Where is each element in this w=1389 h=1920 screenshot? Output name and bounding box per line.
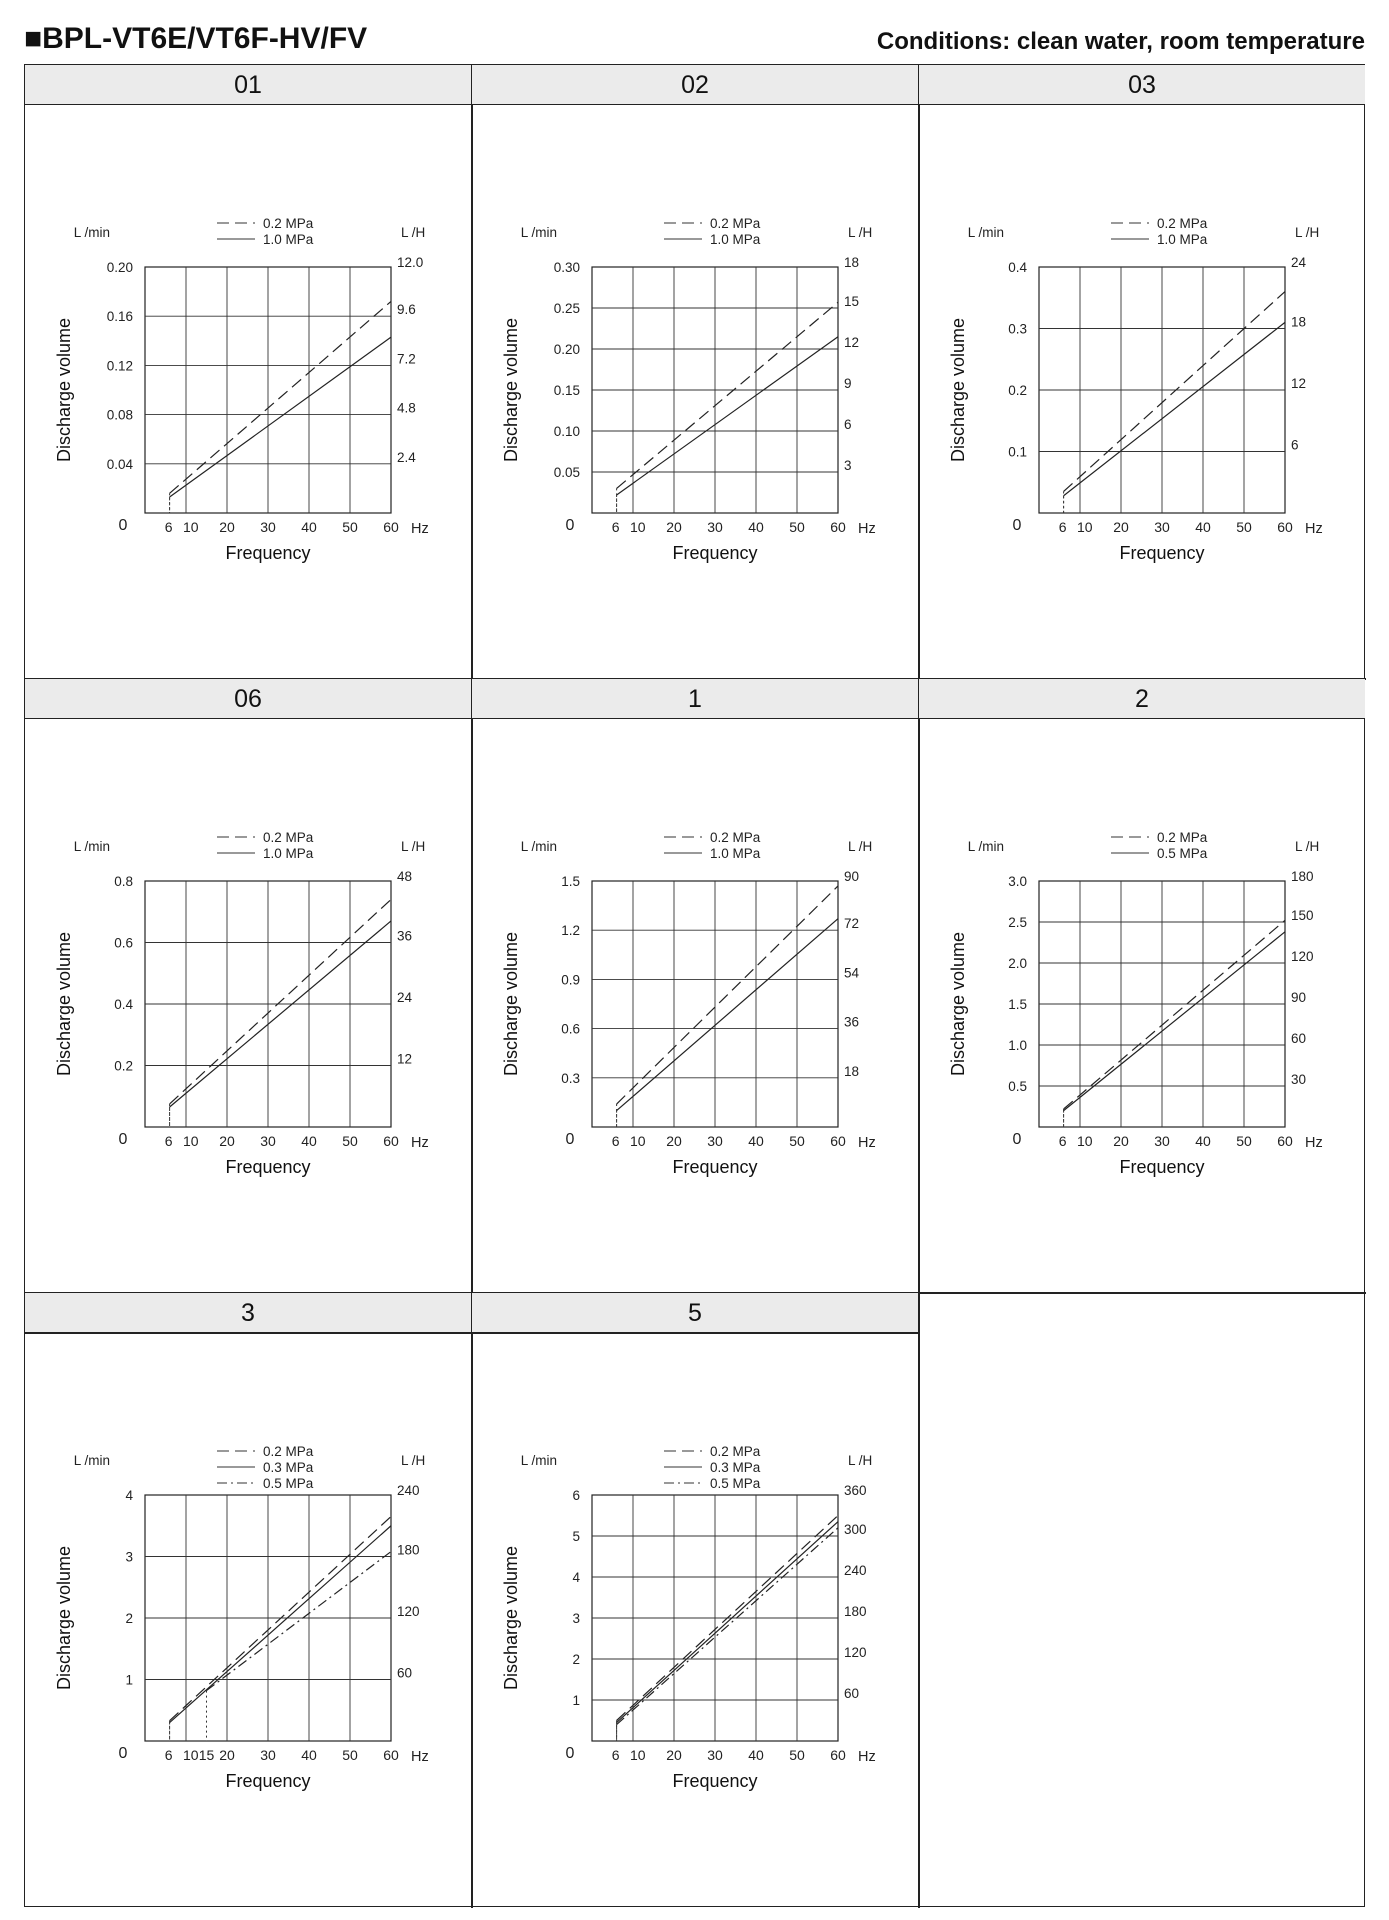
y-axis-title: Discharge volume [54,1545,74,1691]
x-axis-title: Frequency [225,543,311,563]
y-tick-label-right: 240 [397,1483,420,1498]
y-tick-label-right: 60 [1291,1031,1307,1046]
series-line [617,337,838,495]
y-tick-label-left: 2 [125,1611,133,1626]
x-tick-label: 50 [789,1133,805,1149]
y-tick-label-left: 0.20 [106,260,133,275]
x-tick-label: 20 [219,1747,235,1763]
series-line [170,1526,391,1723]
x-tick-label: 60 [830,519,846,535]
series-line [1064,322,1285,495]
y-tick-label-right: 90 [1291,990,1307,1005]
y-tick-label-right: 48 [397,869,413,884]
y-tick-label-right: 150 [1291,908,1314,923]
y-tick-label-left: 1.0 [1008,1038,1027,1053]
legend-label: 0.5 MPa [263,1476,314,1491]
left-unit-label: L /min [73,839,110,854]
cell-header: 2 [919,679,1365,719]
chart-02 [472,105,918,678]
x-tick-label: 50 [1236,519,1252,535]
y-tick-label-right: 180 [1291,869,1314,884]
left-unit-label: L /min [967,225,1004,240]
y-tick-label-left: 0.5 [1008,1079,1027,1094]
legend-label: 0.2 MPa [1157,830,1208,845]
y-tick-label-right: 4.8 [397,400,416,416]
x-tick-label: 30 [707,1133,723,1149]
y-tick-label-right: 7.2 [397,351,416,367]
x-axis-title: Frequency [225,1771,311,1791]
y-tick-label-left: 3 [572,1611,580,1626]
y-tick-label-left: 0.9 [561,972,580,988]
x-tick-label: 20 [666,1133,682,1149]
y-tick-label-right: 54 [844,965,860,981]
y-tick-label-right: 18 [844,255,860,270]
cell-06 [25,679,471,1292]
series-line [1064,932,1285,1111]
series-line [1064,920,1285,1109]
x-unit-label: Hz [1305,521,1323,537]
origin-label: 0 [565,1131,575,1148]
y-tick-label-right: 9.6 [397,302,416,318]
y-tick-label-left: 1 [125,1672,133,1688]
y-tick-label-right: 120 [1291,949,1314,964]
y-tick-label-right: 12 [844,335,860,350]
right-unit-label: L /H [848,1453,873,1468]
legend-label: 1.0 MPa [263,846,314,861]
legend-label: 1.0 MPa [263,232,314,247]
y-tick-label-right: 120 [397,1604,420,1619]
x-tick-label: 6 [611,1133,620,1149]
y-tick-label-left: 1.5 [1008,997,1027,1012]
y-axis-title: Discharge volume [948,931,968,1077]
x-tick-label: 30 [260,1747,276,1763]
x-tick-label: 10 [630,1133,646,1149]
y-tick-label-left: 0.6 [114,935,133,951]
right-unit-label: L /H [848,225,873,240]
y-tick-label-right: 12 [397,1051,413,1067]
x-tick-label: 30 [707,1747,723,1763]
y-tick-label-left: 0.15 [553,383,580,398]
x-tick-label: 10 [630,519,646,535]
x-tick-label: 10 [183,1747,199,1763]
x-unit-label: Hz [411,1749,429,1765]
y-tick-label-right: 120 [844,1645,867,1660]
cell-02 [472,65,918,678]
chart-03 [919,105,1365,678]
x-tick-label: 50 [342,519,358,535]
x-tick-label: 40 [1195,519,1211,535]
x-tick-label: 6 [164,1133,173,1149]
x-tick-label: 40 [748,1133,764,1149]
left-unit-label: L /min [73,225,110,240]
y-tick-label-right: 6 [844,417,852,432]
x-tick-label: 10 [183,519,199,535]
x-tick-label: 6 [611,1747,620,1763]
x-tick-label: 40 [748,519,764,535]
y-tick-label-left: 1 [572,1693,580,1708]
y-tick-label-right: 9 [844,376,852,391]
right-unit-label: L /H [401,1453,426,1468]
x-tick-label: 40 [301,1133,317,1149]
series-line [617,302,838,488]
series-line [170,899,391,1103]
x-tick-label: 50 [342,1747,358,1763]
x-axis-title: Frequency [1119,1157,1205,1177]
y-tick-label-right: 240 [844,1563,867,1578]
y-tick-label-left: 0.20 [553,342,580,357]
x-tick-label: 10 [630,1747,646,1763]
y-axis-title: Discharge volume [501,317,521,463]
x-tick-label: 10 [183,1133,199,1149]
series-line [170,337,391,497]
cell-03 [919,65,1365,678]
x-tick-label: 30 [1154,1133,1170,1149]
legend-label: 0.2 MPa [710,1444,761,1459]
cell-header: 03 [919,65,1365,105]
left-unit-label: L /min [967,839,1004,854]
x-tick-label: 30 [260,519,276,535]
x-tick-label: 30 [707,519,723,535]
legend-label: 0.3 MPa [710,1460,761,1475]
left-unit-label: L /min [520,1453,557,1468]
y-tick-label-right: 3 [844,458,852,473]
x-unit-label: Hz [1305,1135,1323,1151]
y-tick-label-right: 60 [397,1665,413,1681]
y-tick-label-left: 4 [572,1570,580,1585]
x-axis-title: Frequency [672,543,758,563]
x-tick-label: 40 [301,1747,317,1763]
y-tick-label-left: 3.0 [1008,874,1027,889]
y-tick-label-left: 0.1 [1008,444,1027,460]
y-tick-label-right: 12.0 [397,255,424,270]
x-tick-label: 6 [164,1747,173,1763]
x-tick-label: 15 [198,1747,215,1763]
x-tick-label: 20 [219,1133,235,1149]
chart-01 [25,105,471,678]
right-unit-label: L /H [1295,839,1320,854]
cell-header: 01 [25,65,471,105]
right-unit-label: L /H [401,225,426,240]
x-tick-label: 6 [1058,519,1067,535]
series-line [170,921,391,1107]
x-axis-title: Frequency [225,1157,311,1177]
x-tick-label: 60 [830,1747,846,1763]
series-line [170,301,391,493]
y-tick-label-left: 0.05 [553,465,580,480]
x-unit-label: Hz [411,521,429,537]
series-line [617,919,838,1111]
x-tick-label: 6 [1058,1133,1067,1149]
y-tick-label-left: 2 [572,1652,580,1667]
x-tick-label: 60 [383,1747,399,1763]
x-axis-title: Frequency [672,1157,758,1177]
y-tick-label-right: 15 [844,294,860,309]
legend-label: 1.0 MPa [710,846,761,861]
cell-header: 02 [472,65,918,105]
series-line [617,886,838,1104]
origin-label: 0 [565,517,575,534]
x-tick-label: 20 [219,519,235,535]
x-tick-label: 30 [260,1133,276,1149]
x-unit-label: Hz [858,521,876,537]
x-unit-label: Hz [858,1749,876,1765]
series-line [1064,292,1285,492]
y-tick-label-left: 3 [125,1549,133,1565]
legend-label: 0.5 MPa [710,1476,761,1491]
y-tick-label-left: 0.10 [553,424,580,439]
y-tick-label-left: 0.12 [106,358,133,374]
cell-header: 3 [25,1293,471,1333]
series-line [170,1517,391,1721]
origin-label: 0 [1012,1131,1022,1148]
chart-06 [25,719,471,1292]
left-unit-label: L /min [73,1453,110,1468]
legend-label: 0.2 MPa [710,830,761,845]
x-tick-label: 50 [1236,1133,1252,1149]
legend-label: 1.0 MPa [710,232,761,247]
chart-1 [472,719,918,1292]
y-tick-label-left: 0.4 [114,997,133,1012]
y-tick-label-left: 0.8 [114,874,133,889]
right-unit-label: L /H [401,839,426,854]
y-tick-label-right: 60 [844,1686,860,1701]
y-tick-label-left: 0.2 [114,1058,133,1074]
origin-label: 0 [118,1131,128,1148]
y-tick-label-right: 360 [844,1483,867,1498]
x-unit-label: Hz [858,1135,876,1151]
legend-label: 0.2 MPa [263,830,314,845]
y-tick-label-left: 2.0 [1008,956,1027,971]
cell-1 [472,679,918,1292]
x-tick-label: 6 [164,519,173,535]
y-tick-label-left: 4 [125,1488,133,1503]
cell-empty [919,1293,1365,1906]
y-tick-label-right: 72 [844,916,860,932]
cell-header: 06 [25,679,471,719]
y-tick-label-left: 5 [572,1529,580,1544]
left-unit-label: L /min [520,839,557,854]
cell-header: 1 [472,679,918,719]
y-tick-label-right: 180 [397,1542,420,1558]
y-axis-title: Discharge volume [501,1545,521,1691]
y-axis-title: Discharge volume [54,317,74,463]
y-tick-label-right: 30 [1291,1072,1307,1087]
origin-label: 0 [118,517,128,534]
cell-01 [25,65,471,678]
x-tick-label: 50 [789,519,805,535]
cell-header: 5 [472,1293,918,1333]
y-tick-label-right: 36 [397,928,413,944]
x-axis-title: Frequency [1119,543,1205,563]
cell-2 [919,679,1365,1292]
y-tick-label-left: 1.5 [561,874,580,889]
y-tick-label-right: 2.4 [397,449,416,465]
x-tick-label: 30 [1154,519,1170,535]
x-unit-label: Hz [411,1135,429,1151]
conditions-text: Conditions: clean water, room temperature [876,28,1365,55]
x-tick-label: 50 [342,1133,358,1149]
x-tick-label: 10 [1077,1133,1093,1149]
y-tick-label-left: 1.2 [561,923,580,939]
y-tick-label-left: 0.4 [1008,260,1027,275]
x-tick-label: 40 [1195,1133,1211,1149]
y-tick-label-left: 0.16 [106,309,133,325]
legend-label: 0.2 MPa [1157,216,1208,231]
x-tick-label: 60 [383,519,399,535]
y-tick-label-left: 2.5 [1008,915,1027,930]
y-axis-title: Discharge volume [501,931,521,1077]
y-tick-label-right: 18 [844,1063,860,1079]
y-tick-label-right: 24 [1291,255,1307,270]
y-tick-label-right: 24 [397,990,413,1005]
y-tick-label-right: 18 [1291,314,1307,330]
x-tick-label: 40 [748,1747,764,1763]
series-line [207,1552,392,1691]
y-tick-label-right: 6 [1291,437,1299,453]
legend-label: 0.2 MPa [263,1444,314,1459]
legend-label: 0.2 MPa [710,216,761,231]
page-title: ■BPL-VT6E/VT6F-HV/FV [24,22,368,55]
x-tick-label: 50 [789,1747,805,1763]
x-tick-label: 60 [830,1133,846,1149]
x-axis-title: Frequency [672,1771,758,1791]
y-tick-label-right: 300 [844,1522,867,1537]
x-tick-label: 60 [1277,519,1293,535]
y-tick-label-left: 0.3 [561,1070,580,1086]
y-tick-label-left: 0.3 [1008,321,1027,337]
x-tick-label: 20 [666,1747,682,1763]
y-tick-label-left: 0.2 [1008,383,1027,398]
right-unit-label: L /H [1295,225,1320,240]
x-tick-label: 6 [611,519,620,535]
legend-label: 0.2 MPa [263,216,314,231]
cell-5 [472,1293,918,1906]
y-tick-label-right: 36 [844,1014,860,1030]
legend-label: 1.0 MPa [1157,232,1208,247]
y-tick-label-left: 0.25 [553,301,580,316]
x-tick-label: 60 [383,1133,399,1149]
y-tick-label-right: 12 [1291,376,1307,391]
series-line [617,1528,838,1725]
chart-5 [472,1333,918,1906]
origin-label: 0 [565,1745,575,1762]
series-line [617,1522,838,1723]
y-tick-label-right: 90 [844,869,860,884]
y-tick-label-left: 0.08 [106,407,133,423]
x-tick-label: 40 [301,519,317,535]
legend-label: 0.3 MPa [263,1460,314,1475]
right-unit-label: L /H [848,839,873,854]
cell-3 [25,1293,471,1906]
origin-label: 0 [1012,517,1022,534]
chart-2 [919,719,1365,1292]
y-axis-title: Discharge volume [54,931,74,1077]
y-tick-label-left: 0.04 [106,456,133,472]
chart-3 [25,1333,471,1906]
origin-label: 0 [118,1745,128,1762]
x-tick-label: 20 [1113,1133,1129,1149]
y-tick-label-left: 6 [572,1488,580,1503]
x-tick-label: 20 [666,519,682,535]
x-tick-label: 20 [1113,519,1129,535]
x-tick-label: 10 [1077,519,1093,535]
y-axis-title: Discharge volume [948,317,968,463]
legend-label: 0.5 MPa [1157,846,1208,861]
chart-grid-table [24,64,1365,1907]
left-unit-label: L /min [520,225,557,240]
y-tick-label-left: 0.6 [561,1021,580,1037]
x-tick-label: 60 [1277,1133,1293,1149]
y-tick-label-right: 180 [844,1604,867,1619]
y-tick-label-left: 0.30 [553,260,580,275]
